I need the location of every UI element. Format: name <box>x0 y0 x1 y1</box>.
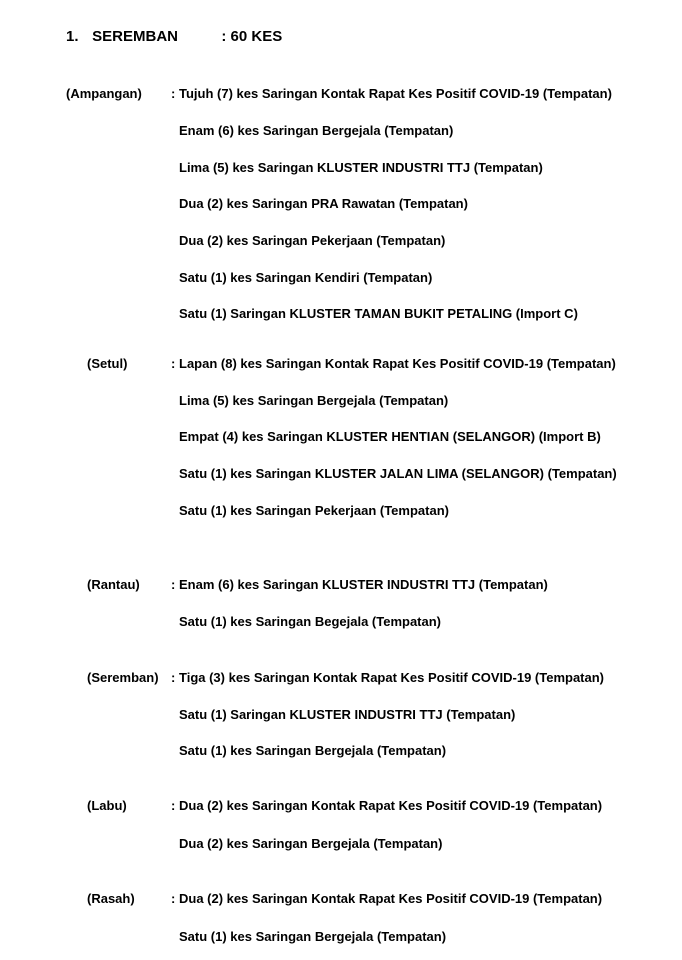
district-name: SEREMBAN <box>92 28 179 45</box>
case-line: Satu (1) Saringan KLUSTER INDUSTRI TTJ (Tempatan) <box>179 707 516 722</box>
case-line: Dua (2) kes Saringan Kontak Rapat Kes Positif COVID-19 (Tempatan) <box>179 798 603 813</box>
case-line: Satu (1) Saringan KLUSTER TAMAN BUKIT PETALING (Import C) <box>179 306 578 321</box>
case-line: Tujuh (7) kes Saringan Kontak Rapat Kes Positif COVID-19 (Tempatan) <box>179 86 612 101</box>
case-line: Satu (1) kes Saringan Pekerjaan (Tempatan) <box>179 503 449 518</box>
case-line: Satu (1) kes Saringan Kendiri (Tempatan) <box>179 270 433 285</box>
case-line: Tiga (3) kes Saringan Kontak Rapat Kes Positif COVID-19 (Tempatan) <box>179 670 605 685</box>
case-line: Satu (1) kes Saringan Bergejala (Tempatan) <box>179 929 447 944</box>
case-line: Empat (4) kes Saringan KLUSTER HENTIAN (SELANGOR) (Import B) <box>179 429 601 444</box>
locality-label-rasah: (Rasah) <box>87 891 135 906</box>
locality-label-ampangan: (Ampangan) <box>66 86 142 101</box>
case-line: Dua (2) kes Saringan Pekerjaan (Tempatan) <box>179 233 446 248</box>
locality-label-labu: (Labu) <box>87 798 127 813</box>
section-number: 1. <box>66 28 79 45</box>
case-line: Lima (5) kes Saringan KLUSTER INDUSTRI TTJ (Tempatan) <box>179 160 543 175</box>
locality-label-setul: (Setul) <box>87 356 128 371</box>
case-line: Lima (5) kes Saringan Bergejala (Tempatan) <box>179 393 449 408</box>
section-heading <box>66 28 282 45</box>
case-line: Satu (1) kes Saringan Begejala (Tempatan) <box>179 614 441 629</box>
locality-label-rantau: (Rantau) <box>87 577 140 592</box>
case-line: Enam (6) kes Saringan KLUSTER INDUSTRI TTJ (Tempatan) <box>179 577 548 592</box>
case-line: Enam (6) kes Saringan Bergejala (Tempatan) <box>179 123 454 138</box>
case-count: : 60 KES <box>221 28 283 45</box>
case-line: Lapan (8) kes Saringan Kontak Rapat Kes Positif COVID-19 (Tempatan) <box>179 356 616 371</box>
case-line: Satu (1) kes Saringan KLUSTER JALAN LIMA (SELANGOR) (Tempatan) <box>179 466 617 481</box>
locality-label-seremban: (Seremban) <box>87 670 159 685</box>
colon: : <box>171 798 176 813</box>
colon: : <box>171 577 176 592</box>
colon: : <box>171 670 176 685</box>
case-line: Satu (1) kes Saringan Bergejala (Tempatan) <box>179 743 447 758</box>
case-line: Dua (2) kes Saringan PRA Rawatan (Tempatan) <box>179 196 468 211</box>
case-line: Dua (2) kes Saringan Bergejala (Tempatan) <box>179 836 443 851</box>
case-line: Dua (2) kes Saringan Kontak Rapat Kes Positif COVID-19 (Tempatan) <box>179 891 603 906</box>
colon: : <box>171 86 176 101</box>
colon: : <box>171 356 176 371</box>
colon: : <box>171 891 176 906</box>
